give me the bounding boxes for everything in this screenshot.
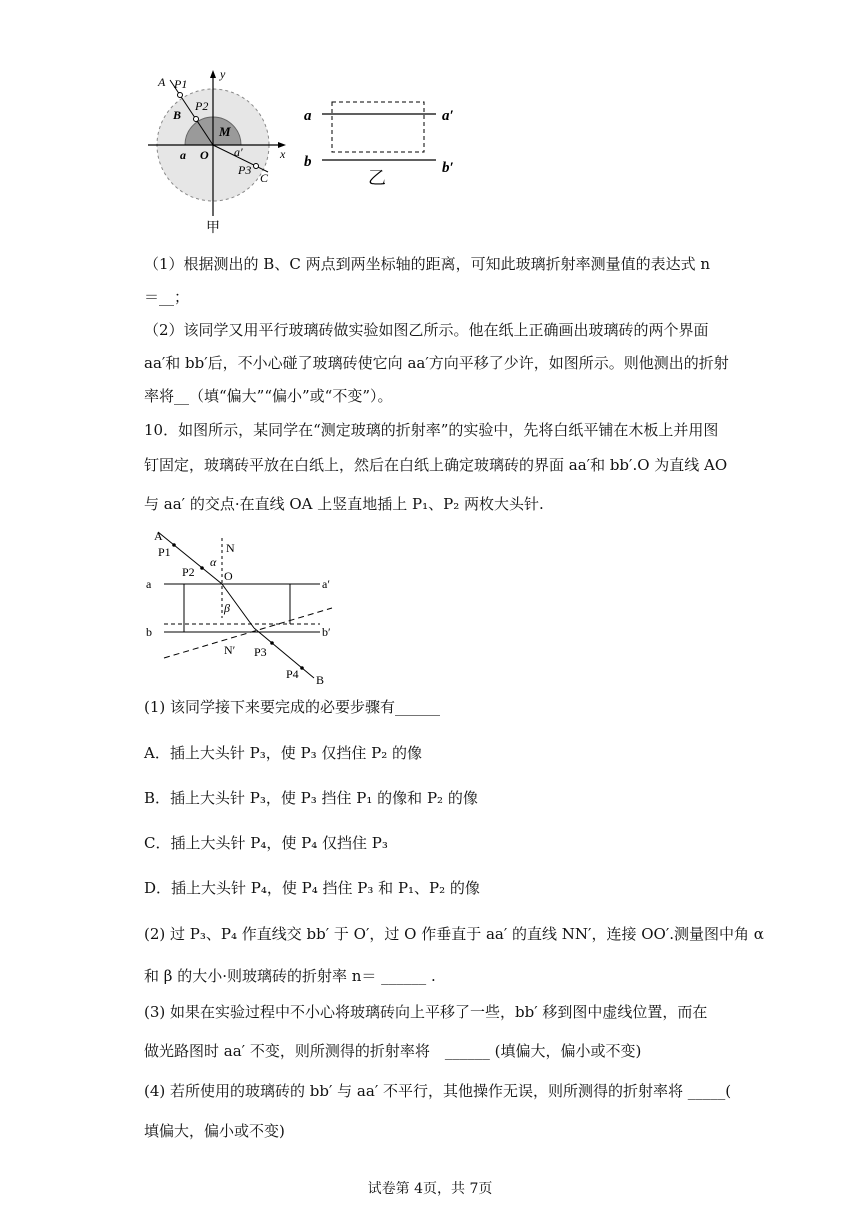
pin-p2	[200, 566, 204, 570]
q10-sub4-line1: (4) 若所使用的玻璃砖的 bb′ 与 aa′ 不平行，其他操作无误，则所测得的折射率将 _____(	[144, 1082, 732, 1100]
label-O: O	[200, 148, 209, 162]
label-B: B	[173, 108, 182, 122]
q10-option-b: B．插上大头针 P₃，使 P₃ 挡住 P₁ 的像和 P₂ 的像	[144, 789, 478, 807]
label-P4: P4	[286, 667, 299, 681]
q10-sub4-line2: 填偏大，偏小或不变)	[144, 1122, 285, 1140]
q10-sub3-line2: 做光路图时 aa′ 不变，则所测得的折射率将 ______ (填偏大，偏小或不变)	[144, 1042, 642, 1060]
label-a: a	[180, 148, 186, 162]
q10-sub3-line1: (3) 如果在实验过程中不小心将玻璃砖向上平移了一些，bb′ 移到图中虚线位置，而在	[144, 1003, 708, 1021]
label-alpha: α	[210, 555, 217, 569]
q10-intro-line1: 10．如图所示，某同学在“测定玻璃的折射率”的实验中，先将白纸平铺在木板上并用图	[144, 421, 719, 439]
label-A: A	[154, 529, 163, 543]
label-a-prime: a′	[234, 145, 243, 159]
label-B: B	[316, 673, 325, 687]
line-tilted-dashed	[164, 608, 332, 658]
label-C: C	[260, 171, 269, 185]
label-P3: P3	[238, 163, 252, 177]
q9-part2-line2: aa′和 bb′后，不小心碰了玻璃砖使它向 aa′方向平移了少许，如图所示。则他测出的折射	[144, 354, 729, 372]
label-b-prime: b′	[442, 160, 454, 176]
q10-option-d: D．插上大头针 P₄，使 P₄ 挡住 P₃ 和 P₁、P₂ 的像	[144, 879, 480, 897]
q9-part2-line1: （2）该同学又用平行玻璃砖做实验如图乙所示。他在纸上正确画出玻璃砖的两个界面	[144, 321, 709, 339]
pin-p4	[300, 666, 304, 670]
pin-p3	[254, 164, 259, 169]
pin-p2	[194, 117, 199, 122]
figure-jia	[140, 66, 300, 238]
pin-p3	[270, 641, 274, 645]
figure-yi	[296, 92, 472, 188]
pin-p1	[178, 93, 183, 98]
label-a: a	[304, 108, 312, 124]
label-O: O	[224, 569, 233, 583]
q10-sub2-line1: (2) 过 P₃、P₄ 作直线交 bb′ 于 O′，过 O 作垂直于 aa′ 的直线 NN′，连接 OO′.测量图中角 α	[144, 925, 764, 943]
label-P1: P1	[174, 77, 188, 91]
label-a: a	[146, 577, 152, 591]
label-A: A	[158, 75, 166, 89]
y-axis-arrow	[210, 70, 216, 78]
label-b: b	[304, 154, 312, 170]
label-M: M	[219, 124, 231, 139]
q9-part1-line2: ＝__；	[144, 288, 190, 306]
label-a-prime: a′	[442, 108, 454, 124]
figure-q10	[142, 528, 338, 688]
q10-sub1: (1) 该同学接下来要完成的必要步骤有______	[144, 698, 441, 716]
label-P1: P1	[158, 545, 171, 559]
label-P3: P3	[254, 645, 267, 659]
label-y: y	[220, 67, 226, 81]
q9-part1-line1: （1）根据测出的 B、C 两点到两坐标轴的距离，可知此玻璃折射率测量值的表达式 n	[144, 255, 711, 273]
label-beta: β	[224, 601, 230, 615]
label-N-prime: N′	[224, 643, 236, 657]
label-P2: P2	[195, 99, 209, 113]
q10-option-a: A．插上大头针 P₃，使 P₃ 仅挡住 P₂ 的像	[144, 744, 422, 762]
caption-yi: 乙	[368, 168, 386, 188]
label-b-prime: b′	[322, 625, 331, 639]
label-a-prime: a′	[322, 577, 330, 591]
q10-sub2-line2: 和 β 的大小·则玻璃砖的折射率 n＝ ______ .	[144, 967, 436, 985]
pin-p1	[172, 543, 176, 547]
caption-jia: 甲	[206, 221, 220, 236]
glass-block-dashed	[332, 102, 424, 152]
label-P2: P2	[182, 565, 195, 579]
q9-part2-line3: 率将__（填“偏大”“偏小”或“不变”）。	[144, 387, 393, 405]
label-N: N	[226, 541, 235, 555]
label-b: b	[146, 625, 152, 639]
q10-option-c: C．插上大头针 P₄，使 P₄ 仅挡住 P₃	[144, 834, 388, 852]
q10-intro-line2: 钉固定，玻璃砖平放在白纸上，然后在白纸上确定玻璃砖的界面 aa′和 bb′.O 为直线 AO	[144, 456, 728, 474]
q10-intro-line3: 与 aa′ 的交点·在直线 OA 上竖直地插上 P₁、P₂ 两枚大头针.	[144, 495, 544, 513]
page-footer: 试卷第 4页，共 7页	[367, 1181, 493, 1197]
label-x: x	[280, 147, 286, 161]
